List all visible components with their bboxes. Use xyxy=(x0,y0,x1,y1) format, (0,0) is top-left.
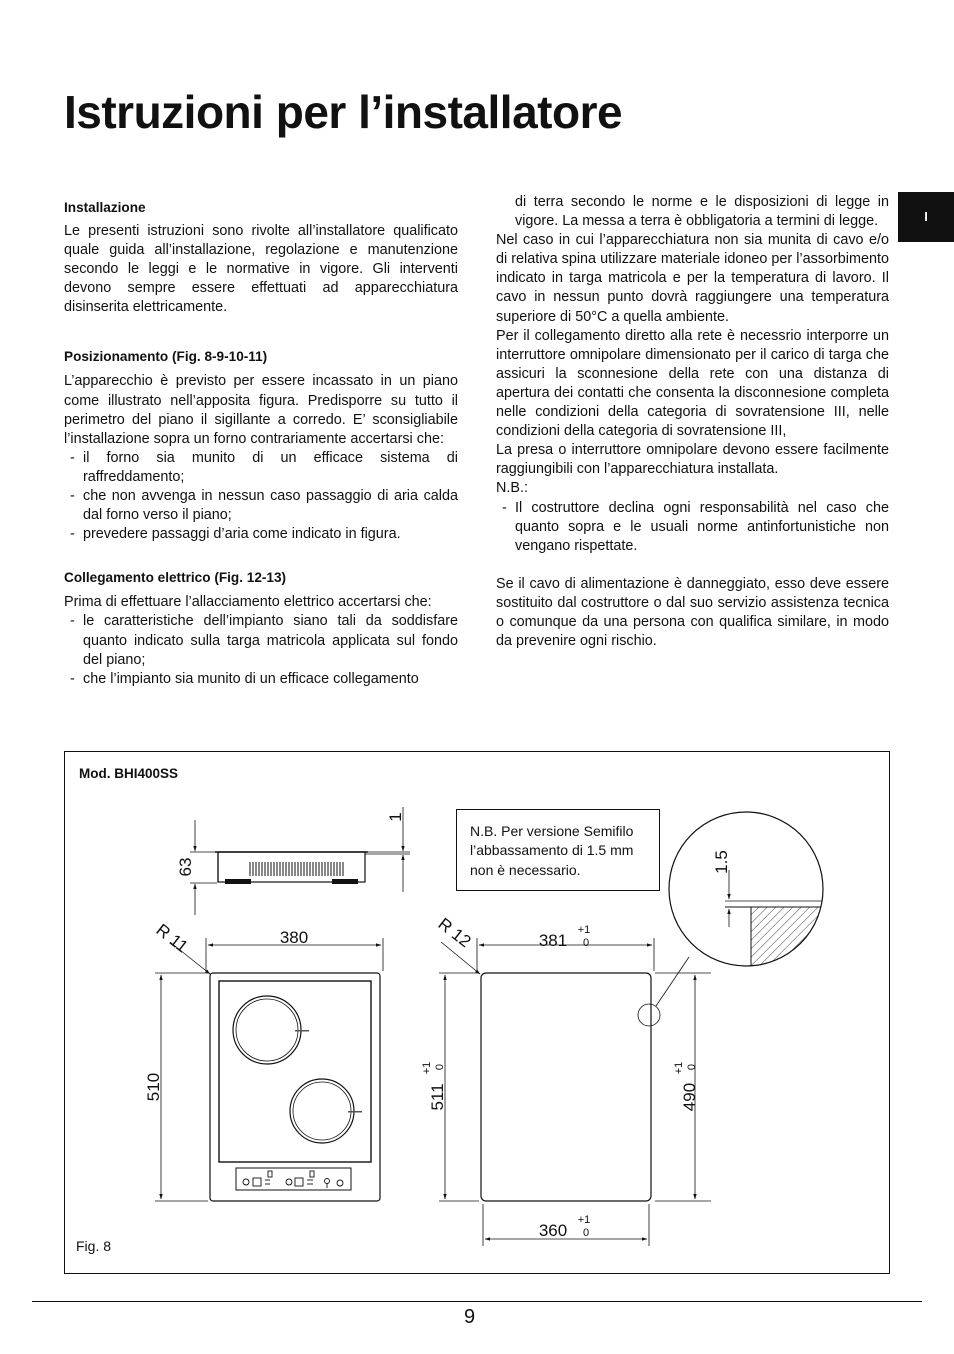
collegamento-heading: Collegamento elettrico (Fig. 12-13) xyxy=(64,570,287,586)
technical-drawing xyxy=(65,752,889,1273)
figure-caption: Fig. 8 xyxy=(76,1238,112,1254)
collegamento-text: Prima di effettuare l’allacciamento elettrico accertarsi che: xyxy=(64,594,432,611)
dim-360: 360 xyxy=(538,1221,568,1240)
posizionamento-list xyxy=(64,449,458,544)
nb-label: N.B.: xyxy=(496,480,528,497)
continuation-text: di terra secondo le norme e le disposizioni di legge in vigore. La messa a terra è obbligatoria a termini di legge. xyxy=(515,194,889,230)
tol-360-upper: +1 xyxy=(577,1214,591,1226)
damaged-cable-paragraph: Se il cavo di alimentazione è danneggiato, esso deve essere sostituito dal costruttore o dal suo servizio assistenza tecnica o comunque da una persona con qualifica similare, in modo da prevenire ogni rischio. xyxy=(496,575,889,650)
dim-r11: R 11 xyxy=(152,920,192,957)
list-item: - il forno sia munito di un efficace sistema di raffreddamento; xyxy=(64,449,458,487)
right-column xyxy=(496,193,889,651)
list-item: - prevedere passaggi d’aria come indicato in figura. xyxy=(64,525,458,544)
page-number: 9 xyxy=(464,1306,476,1328)
installazione-text: Le presenti istruzioni sono rivolte all’installatore qualificato quale guida all’installazione, regolazione e manutenzione secondo le leggi e le normative in vigore. Gli interventi devono sempre essere effettuati ad apparecchiatura disinserita elettricamente. xyxy=(64,223,458,316)
side-view xyxy=(176,807,410,915)
switch-paragraph: Per il collegamento diretto alla rete è necessrio interporre un interruttore omnipolare dimensionato per il carico di targa che assicuri la sconnesione della rete con una distanza di apertura dei contatti che consenta la disconnesione completa nelle condizioni della categoria di sovratensione III, nelle condizioni della categoria di sovratensione III, xyxy=(496,327,889,440)
list-item: - le caratteristiche dell’impianto siano tali da soddisfare quanto indicato sulla targa matricola applicata sul fondo del piano; xyxy=(64,612,458,669)
posizionamento-text: L’apparecchio è previsto per essere incassato in un piano come illustrato nell’apposita figura. Predisporre su tutto il perimetro del piano il sigillante a corredo. E’ sconsigliabile l’installazione sopra un forno contrariamente accertarsi che: xyxy=(64,373,458,447)
cable-paragraph: Nel caso in cui l’apparecchiatura non sia munita di cavo e/o di relativa spina utilizzare materiale idoneo per l’assorbimento indicato in targa matricola e per la temperatura di lavoro. Il cavo in nessun punto dovrà raggiungere una temperatura superiore di 50°C a quella ambiente. xyxy=(496,232,889,325)
model-label: Mod. BHI400SS xyxy=(79,766,179,781)
posizionamento-heading: Posizionamento (Fig. 8-9-10-11) xyxy=(64,349,268,365)
tol-381-lower: 0 xyxy=(582,937,590,949)
left-column xyxy=(64,198,458,689)
dim-1-5: 1.5 xyxy=(712,850,731,874)
tol-490-upper: +1 xyxy=(673,1061,685,1075)
footer-divider xyxy=(32,1301,922,1302)
tol-490-lower: 0 xyxy=(686,1063,698,1071)
dim-63: 63 xyxy=(176,857,195,877)
collegamento-list xyxy=(64,612,458,688)
figure-8 xyxy=(64,751,890,1274)
semifilo-note: N.B. Per versione Semifilo l’abbassamento di 1.5 mm non è necessario. xyxy=(456,809,660,891)
dim-490: 490 xyxy=(680,1082,699,1112)
language-tab: I xyxy=(898,192,954,242)
dim-r12: R 12 xyxy=(434,914,475,952)
dim-1: 1 xyxy=(386,812,405,822)
socket-paragraph: La presa o interruttore omnipolare devono essere facilmente raggiungibili con l’apparecchiatura installata. xyxy=(496,442,889,478)
tol-381-upper: +1 xyxy=(577,924,591,936)
dim-381: 381 xyxy=(538,931,568,950)
list-item: - che non avvenga in nessun caso passaggio di aria calda dal forno verso il piano; xyxy=(64,487,458,525)
zoom-detail xyxy=(669,812,871,1027)
cutout-view xyxy=(421,914,711,1246)
tol-360-lower: 0 xyxy=(582,1227,590,1239)
tol-511-lower: 0 xyxy=(434,1063,446,1071)
list-item: - che l’impianto sia munito di un efficace collegamento xyxy=(64,670,458,689)
list-item: - Il costruttore declina ogni responsabilità nel caso che quanto sopra e le usuali norme antinfortunistiche non vengano rispettate. xyxy=(496,499,889,556)
hob-top-view xyxy=(144,920,383,1201)
tol-511-upper: +1 xyxy=(421,1061,433,1075)
page-title: Istruzioni per l’installatore xyxy=(64,86,623,138)
dim-380: 380 xyxy=(279,928,309,947)
dim-511: 511 xyxy=(428,1083,447,1111)
dim-510: 510 xyxy=(144,1072,163,1102)
nb-list xyxy=(496,499,889,556)
installazione-heading: Installazione xyxy=(64,200,146,215)
